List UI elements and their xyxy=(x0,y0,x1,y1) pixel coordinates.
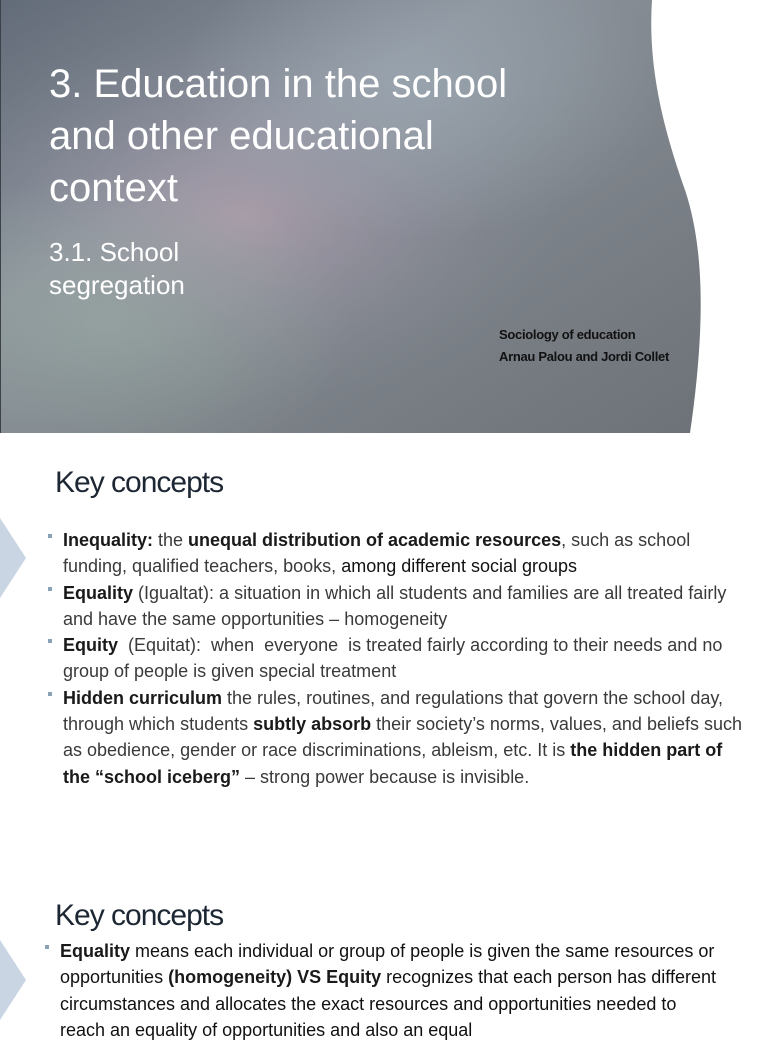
key-concepts-slide-1 xyxy=(0,433,768,873)
slide-heading: Key concepts xyxy=(55,466,224,499)
term-equity: Equity xyxy=(63,635,119,656)
list-item-equality-vs-equity xyxy=(43,938,723,1043)
course-authors: Arnau Palou and Jordi Collet xyxy=(499,349,670,364)
text-segment: , such as school funding, qualified teachers, books, xyxy=(63,530,691,577)
subtitle-line-1: 3.1. School xyxy=(49,237,180,267)
term-inequality: Inequality: xyxy=(63,530,154,550)
text-segment: (Equitat): when everyone is treated fairly according to their needs and no group of people is given special treatment xyxy=(63,635,728,682)
list-item-inequality xyxy=(46,527,746,580)
term-equality: Equality xyxy=(63,582,134,603)
text-segment: (Igualtat): a situation in which all students and families are all treated fairly and have the same opportunities – homogeneity xyxy=(63,582,727,629)
chevron-arrow-icon xyxy=(0,940,26,1020)
emphasis-text: (homogeneity) VS Equity xyxy=(168,967,382,988)
course-info xyxy=(499,324,669,368)
chevron-arrow-icon xyxy=(0,518,26,598)
key-concepts-slide-2 xyxy=(0,873,768,1040)
list-item-hidden-curriculum xyxy=(46,685,746,790)
text-segment: recognizes that each person has different circumstances and allocates the exact resources and opportunities needed to reach an equality of opportunities and also an equal xyxy=(60,967,716,1040)
emphasis-text: unequal distribution of academic resources xyxy=(188,530,562,550)
text-segment: – strong power because is invisible. xyxy=(240,766,530,787)
subtitle-line-2: segregation xyxy=(49,270,185,300)
slide-heading: Key concepts xyxy=(55,899,224,932)
term-hidden-curriculum: Hidden curriculum xyxy=(63,687,223,708)
emphasis-text: subtly absorb xyxy=(253,714,372,735)
text-segment: the xyxy=(153,530,189,550)
title-line-3: context xyxy=(49,166,178,210)
text-segment: the rules, routines, and regulations that govern the school day, through which students xyxy=(63,687,724,735)
term-equality: Equality xyxy=(60,941,131,961)
list-item-equity xyxy=(46,632,746,685)
presentation-subtitle xyxy=(49,236,349,302)
text-segment: their society’s norms, values, and beliefs such as obedience, gender or race discriminations, ableism, etc. It is xyxy=(63,714,743,761)
text-segment: means each individual or group of people is given the same resources or opportunities xyxy=(60,941,715,988)
presentation-title xyxy=(49,58,569,214)
concept-list xyxy=(43,938,723,1043)
title-line-1: 3. Education in the school xyxy=(49,62,508,106)
title-slide xyxy=(0,0,768,433)
course-name: Sociology of education xyxy=(499,327,636,342)
emphasis-text: the hidden part of the “school iceberg” xyxy=(63,740,723,787)
title-line-2: and other educational xyxy=(49,114,434,158)
list-item-equality xyxy=(46,580,746,633)
concept-list xyxy=(46,527,746,790)
text-segment: among different social groups xyxy=(341,556,577,577)
